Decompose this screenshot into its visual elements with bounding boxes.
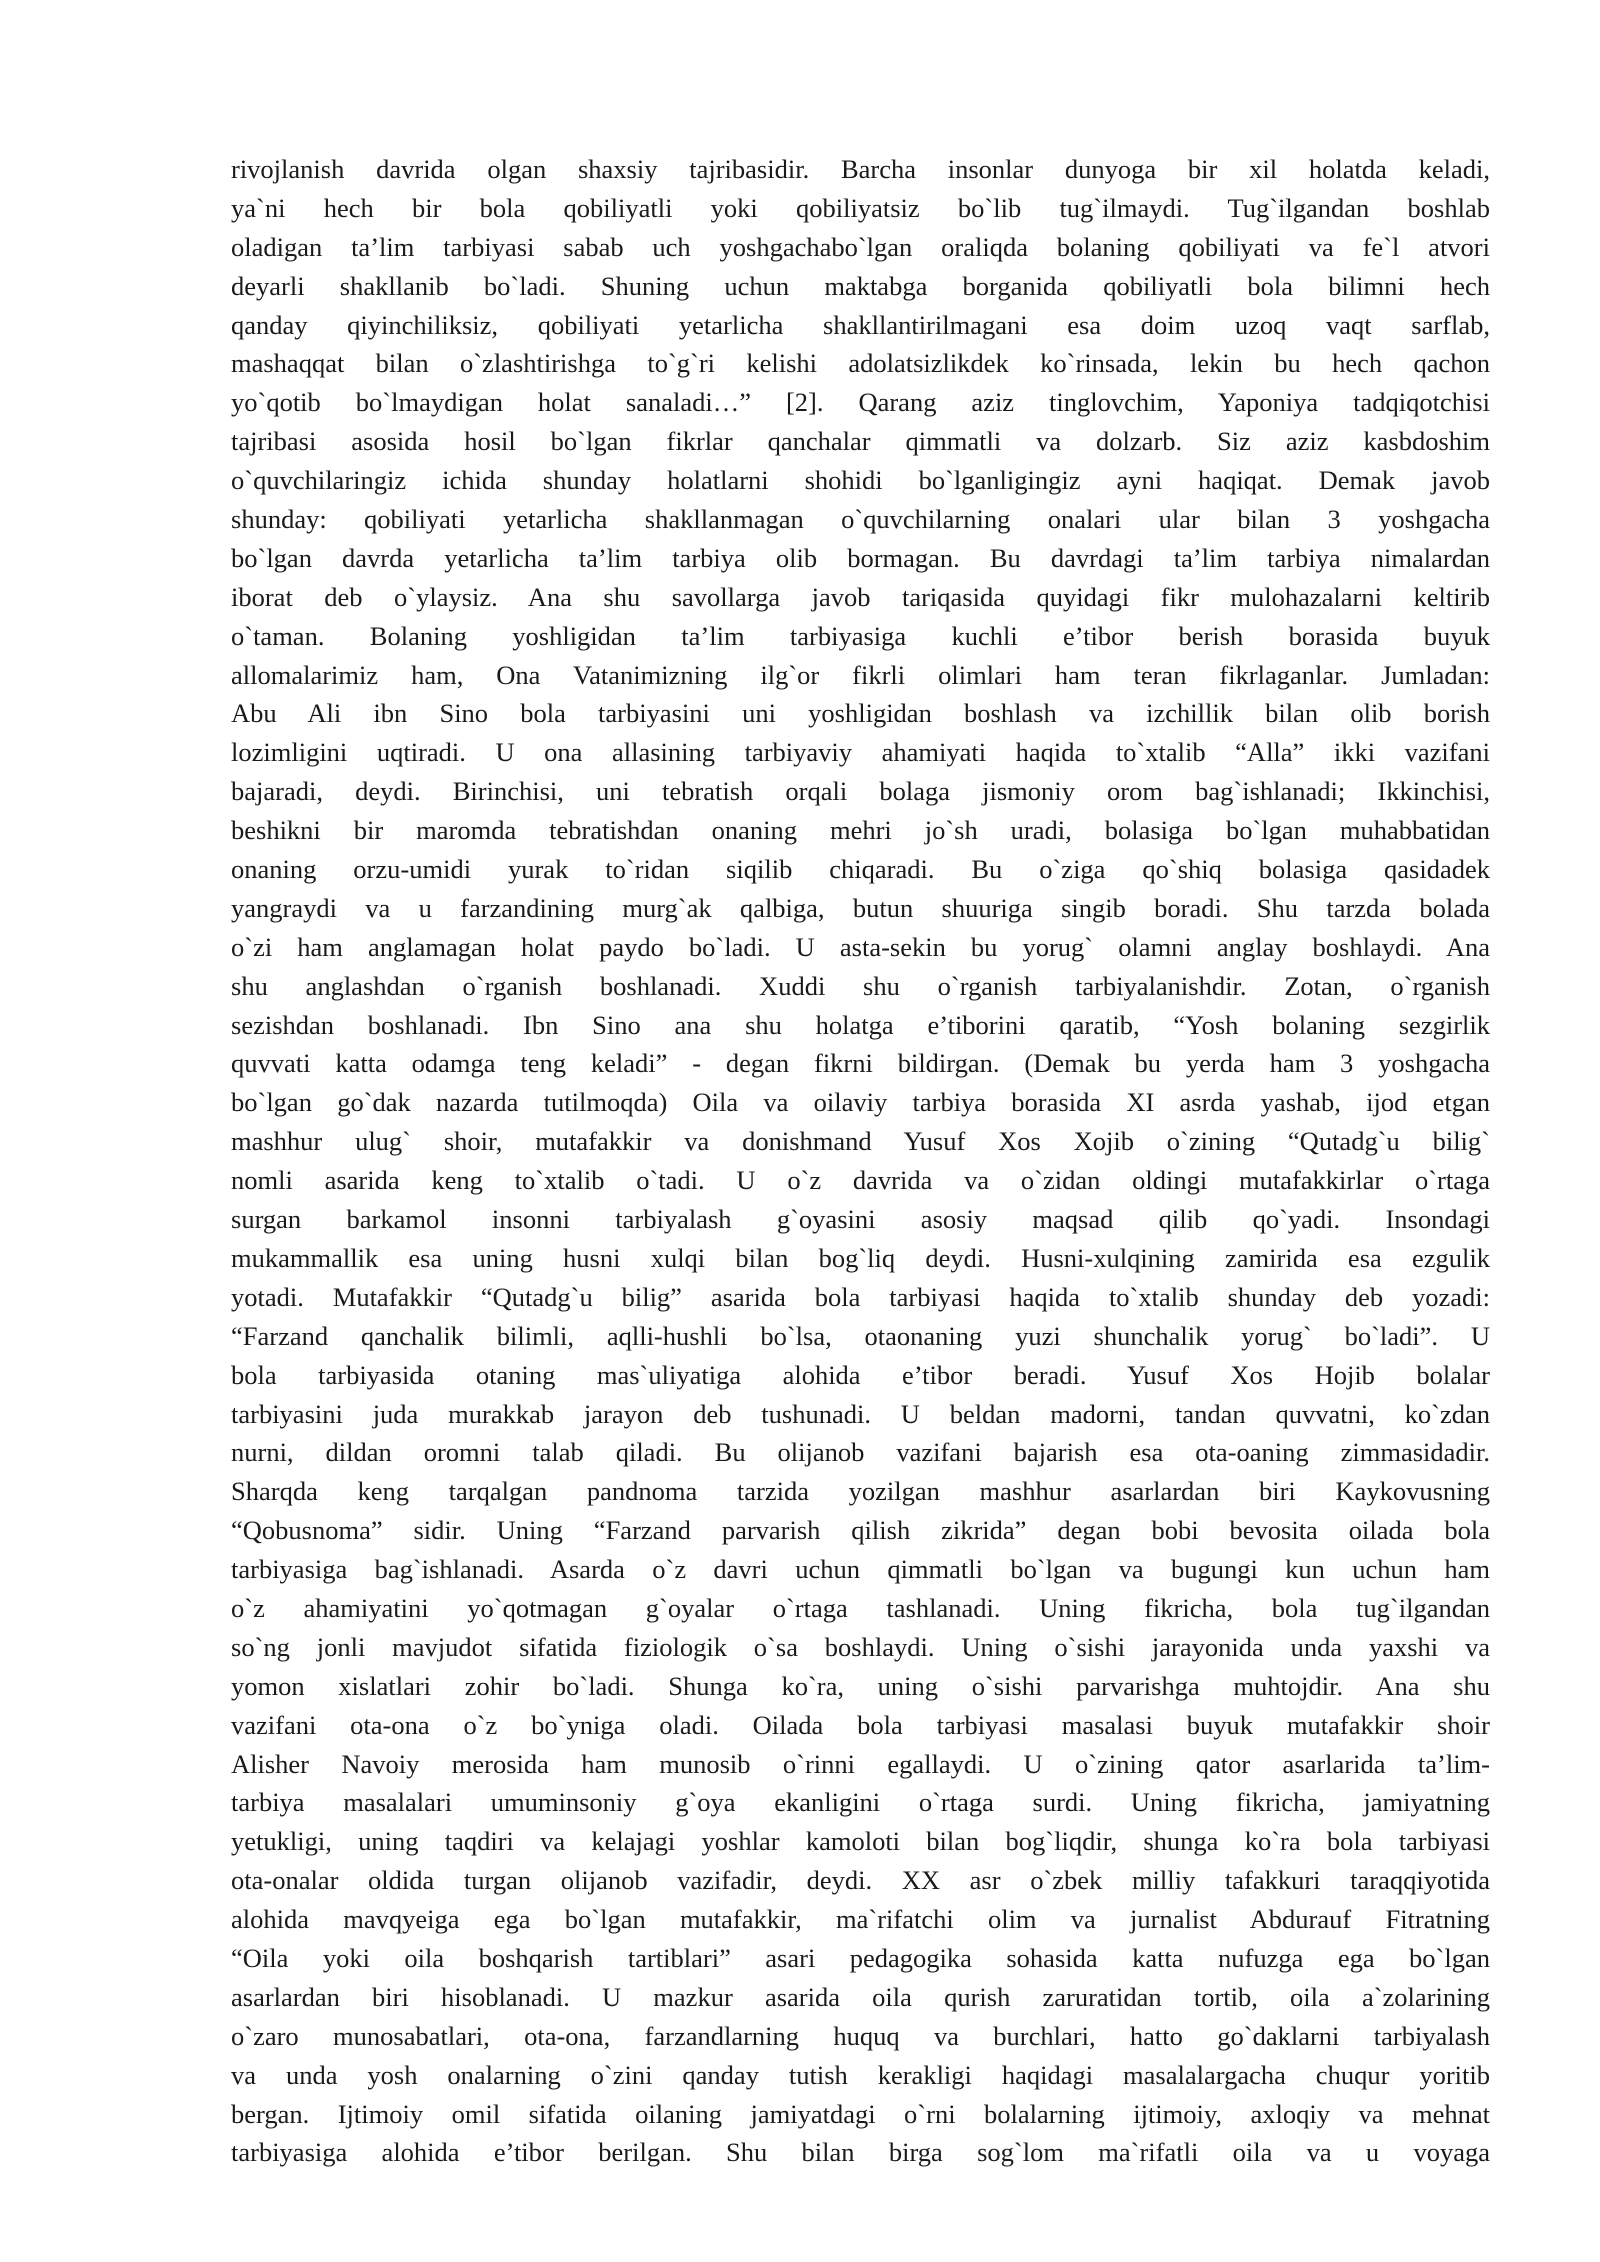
text-line: nurni, dildan oromni talab qiladi. Bu olijanob vazifani bajarish esa ota-oaning zimmasidadir.: [231, 1437, 1490, 1468]
text-line: bola tarbiyasida otaning mas`uliyatiga alohida e’tibor beradi. Yusuf Xos Hojib bolalar: [231, 1359, 1490, 1390]
text-line: rivojlanish davrida olgan shaxsiy tajribasidir. Barcha insonlar dunyoga bir xil holatda keladi,: [231, 154, 1490, 184]
text-line: onaning orzu-umidi yurak to`ridan siqilib chiqaradi. Bu o`ziga qo`shiq bolasiga qasidadek: [231, 854, 1490, 885]
text-line: yomon xislatlari zohir bo`ladi. Shunga ko`ra, uning o`sishi parvarishga muhtojdir. Ana shu: [231, 1670, 1490, 1701]
text-line: mukammallik esa uning husni xulqi bilan bog`liq deydi. Husni-xulqining zamirida esa ezgulik: [231, 1242, 1490, 1273]
text-line: Sharqda keng tarqalgan pandnoma tarzida yozilgan mashhur asarlardan biri Kaykovusning: [231, 1476, 1490, 1507]
text-line: yo`qotib bo`lmaydigan holat sanaladi…” [2]. Qarang aziz tinglovchim, Yaponiya tadqiqotchisi: [231, 387, 1490, 418]
body-paragraph: [231, 150, 1490, 2172]
text-line: quvvati katta odamga teng keladi” - degan fikrni bildirgan. (Demak bu yerda ham 3 yoshgacha: [231, 1048, 1490, 1079]
text-line: beshikni bir maromda tebratishdan onaning mehri jo`sh uradi, bolasiga bo`lgan muhabbatidan: [231, 815, 1490, 846]
text-line: nomli asarida keng to`xtalib o`tadi. U o`z davrida va o`zidan oldingi mutafakkirlar o`rtaga: [231, 1165, 1490, 1196]
text-line: bo`lgan go`dak nazarda tutilmoqda) Oila va oilaviy tarbiya borasida XI asrda yashab, ijod etgan: [231, 1087, 1490, 1118]
text-line: tarbiya masalalari umuminsoniy g`oya ekanligini o`rtaga surdi. Uning fikricha, jamiyatning: [231, 1787, 1490, 1818]
text-line: tarbiyasiga bag`ishlanadi. Asarda o`z davri uchun qimmatli bo`lgan va bugungi kun uchun ham: [231, 1554, 1490, 1585]
text-line: bergan. Ijtimoiy omil sifatida oilaning jamiyatdagi o`rni bolalarning ijtimoiy, axloqiy va mehnat: [231, 2098, 1490, 2129]
text-line: mashaqqat bilan o`zlashtirishga to`g`ri kelishi adolatsizlikdek ko`rinsada, lekin bu hech qachon: [231, 348, 1490, 379]
text-line: “Farzand qanchalik bilimli, aqlli-hushli bo`lsa, otaonaning yuzi shunchalik yorug` bo`ladi”. U: [231, 1320, 1490, 1351]
text-line: Alisher Navoiy merosida ham munosib o`rinni egallaydi. U o`zining qator asarlarida ta’lim-: [231, 1748, 1490, 1779]
text-line: ota-onalar oldida turgan olijanob vazifadir, deydi. XX asr o`zbek milliy tafakkuri taraqqiyotida: [231, 1865, 1490, 1896]
text-line: vazifani ota-ona o`z bo`yniga oladi. Oilada bola tarbiyasi masalasi buyuk mutafakkir shoir: [231, 1709, 1490, 1740]
text-line: “Oila yoki oila boshqarish tartiblari” asari pedagogika sohasida katta nufuzga ega bo`lgan: [231, 1942, 1490, 1973]
text-line: sezishdan boshlanadi. Ibn Sino ana shu holatga e’tiborini qaratib, “Yosh bolaning sezgirlik: [231, 1009, 1490, 1040]
text-line: asarlardan biri hisoblanadi. U mazkur asarida oila qurish zaruratidan tortib, oila a`zolarining: [231, 1981, 1490, 2012]
text-line: shunday: qobiliyati yetarlicha shakllanmagan o`quvchilarning onalari ular bilan 3 yoshgacha: [231, 504, 1490, 535]
text-line: alohida mavqyeiga ega bo`lgan mutafakkir, ma`rifatchi olim va jurnalist Abdurauf Fitratning: [231, 1904, 1490, 1935]
text-line: “Qobusnoma” sidir. Uning “Farzand parvarish qilish zikrida” degan bobi bevosita oilada bola: [231, 1515, 1490, 1546]
text-line: bajaradi, deydi. Birinchisi, uni tebratish orqali bolaga jismoniy orom bag`ishlanadi; Ikkinchisi,: [231, 776, 1490, 807]
text-line: iborat deb o`ylaysiz. Ana shu savollarga javob tariqasida quyidagi fikr mulohazalarni keltirib: [231, 581, 1490, 612]
text-line: mashhur ulug` shoir, mutafakkir va donishmand Yusuf Xos Xojib o`zining “Qutadg`u bilig`: [231, 1126, 1490, 1157]
text-line: deyarli shakllanib bo`ladi. Shuning uchun maktabga borganida qobiliyatli bola bilimni hech: [231, 270, 1490, 301]
text-line: bo`lgan davrda yetarlicha ta’lim tarbiya olib bormagan. Bu davrdagi ta’lim tarbiya nimalardan: [231, 542, 1490, 573]
text-line: tajribasi asosida hosil bo`lgan fikrlar qanchalar qimmatli va dolzarb. Siz aziz kasbdoshim: [231, 426, 1490, 457]
text-line: shu anglashdan o`rganish boshlanadi. Xuddi shu o`rganish tarbiyalanishdir. Zotan, o`rganish: [231, 970, 1490, 1001]
text-line: allomalarimiz ham, Ona Vatanimizning ilg`or fikrli olimlari ham teran fikrlaganlar. Jumladan:: [231, 659, 1490, 690]
text-line: surgan barkamol insonni tarbiyalash g`oyasini asosiy maqsad qilib qo`yadi. Insondagi: [231, 1204, 1490, 1235]
text-line: o`taman. Bolaning yoshligidan ta’lim tarbiyasiga kuchli e’tibor berish borasida buyuk: [231, 620, 1490, 651]
text-line: Abu Ali ibn Sino bola tarbiyasini uni yoshligidan boshlash va izchillik bilan olib borish: [231, 698, 1490, 729]
text-line: yangraydi va u farzandining murg`ak qalbiga, butun shuuriga singib boradi. Shu tarzda bolada: [231, 892, 1490, 923]
text-line: o`z ahamiyatini yo`qotmagan g`oyalar o`rtaga tashlanadi. Uning fikricha, bola tug`ilgandan: [231, 1592, 1490, 1623]
text-line: lozimligini uqtiradi. U ona allasining tarbiyaviy ahamiyati haqida to`xtalib “Alla” ikki vazifani: [231, 737, 1490, 768]
text-line: va unda yosh onalarning o`zini qanday tutish kerakligi haqidagi masalalargacha chuqur yoritib: [231, 2059, 1490, 2090]
text-line: tarbiyasini juda murakkab jarayon deb tushunadi. U beldan madorni, tandan quvvatni, ko`zdan: [231, 1398, 1490, 1429]
text-line: o`zi ham anglamagan holat paydo bo`ladi. U asta-sekin bu yorug` olamni anglay boshlaydi. Ana: [231, 931, 1490, 962]
text-line: o`quvchilaringiz ichida shunday holatlarni shohidi bo`lganligingiz ayni haqiqat. Demak javob: [231, 465, 1490, 496]
text-line: yetukligi, uning taqdiri va kelajagi yoshlar kamoloti bilan bog`liqdir, shunga ko`ra bola tarbiyasi: [231, 1826, 1490, 1857]
text-line: yotadi. Mutafakkir “Qutadg`u bilig” asarida bola tarbiyasi haqida to`xtalib shunday deb yozadi:: [231, 1281, 1490, 1312]
text-line: ya`ni hech bir bola qobiliyatli yoki qobiliyatsiz bo`lib tug`ilmaydi. Tug`ilgandan boshlab: [231, 192, 1490, 223]
text-line: qanday qiyinchiliksiz, qobiliyati yetarlicha shakllantirilmagani esa doim uzoq vaqt sarflab,: [231, 309, 1490, 340]
text-line: tarbiyasiga alohida e’tibor berilgan. Shu bilan birga sog`lom ma`rifatli oila va u voyaga: [231, 2137, 1490, 2168]
text-line: so`ng jonli mavjudot sifatida fiziologik o`sa boshlaydi. Uning o`sishi jarayonida unda yaxshi va: [231, 1631, 1490, 1662]
text-line: o`zaro munosabatlari, ota-ona, farzandlarning huquq va burchlari, hatto go`daklarni tarbiyalash: [231, 2020, 1490, 2051]
text-line: oladigan ta’lim tarbiyasi sabab uch yoshgachabo`lgan oraliqda bolaning qobiliyati va fe`l atvori: [231, 231, 1490, 262]
